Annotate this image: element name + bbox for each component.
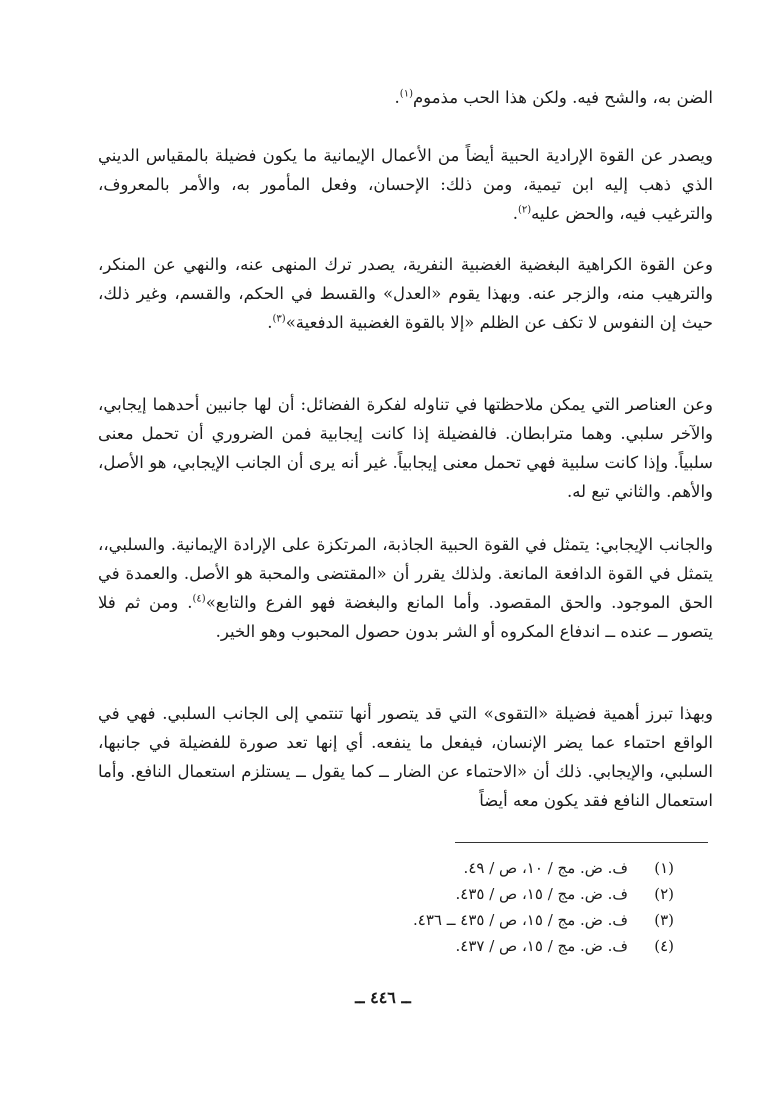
footnote-marker: (٣) <box>272 313 286 325</box>
footnote-text: ف. ض. مج / ١٥، ص / ٤٣٥. <box>455 885 628 903</box>
paragraph-tail: . <box>512 204 518 223</box>
footnote-text: ف. ض. مج / ١٥، ص / ٤٣٧. <box>455 937 628 955</box>
paragraph-text: ويصدر عن القوة الإرادية الحبية أيضاً من الأعمال الإيمانية ما يكون فضيلة بالمقياس الديني الذي ذهب إليه ابن تيمية، ومن ذلك: الإحسان، وفعل المأمور به، والأمر بالمعروف، والترغيب فيه، والحض عليه <box>98 146 713 223</box>
footnote-marker: (٢) <box>517 204 532 216</box>
paragraph-karahiya <box>98 250 713 337</box>
paragraph-anasir <box>98 390 713 506</box>
footnote-item <box>224 933 674 959</box>
footnote-number: (١) <box>654 859 674 877</box>
footnote-text: ف. ض. مج / ١٥، ص / ٤٣٥ ــ ٤٣٦. <box>413 911 628 929</box>
paragraph-text: وعن القوة الكراهية البغضية الغضبية النفرية، يصدر ترك المنهى عنه، والنهي عن المنكر، والترهيب منه، والزجر عنه. وبهذا يقوم «العدل» والقسط في الحكم، والقسم، وغير ذلك، حيث إن النفوس لا تكف عن الظلم «إلا بالقوة الغضبية الدفعية» <box>98 255 713 332</box>
paragraph-tail: . <box>394 88 400 107</box>
footnote-item <box>224 855 674 881</box>
page-number: ــ ٤٤٦ ــ <box>355 988 411 1007</box>
footnote-item <box>224 907 674 933</box>
paragraph-ijabi <box>98 530 713 646</box>
footnote-number: (٣) <box>654 911 674 929</box>
footnote-item <box>224 881 674 907</box>
paragraph-tail: . ومن ثم فلا يتصور ــ عنده ــ اندفاع المكروه أو الشر بدون حصول المحبوب وهو الخير. <box>98 593 713 641</box>
paragraph-text: وعن العناصر التي يمكن ملاحظتها في تناوله لفكرة الفضائل: أن لها جانبين أحدهما إيجابي، والآخر سلبي. وهما مترابطان. فالفضيلة إذا كانت إيجابية فمن الضروري أن تحمل معنى سلبياً. وإذا كانت سلبية فهي تحمل معنى إيجابياً. غير أنه يرى أن الجانب الإيجابي، هو الأصل، والأهم. والثاني تبع له. <box>98 395 713 501</box>
footnotes-list <box>224 855 674 959</box>
paragraph-text: الضن به، والشح فيه. ولكن هذا الحب مذموم <box>412 88 713 107</box>
paragraph-tail: . <box>267 313 273 332</box>
footnote-separator <box>455 842 708 843</box>
paragraph-text: والجانب الإيجابي: يتمثل في القوة الحبية الجاذبة، المرتكزة على الإرادة الإيمانية. والسلبي،، يتمثل في القوة الدافعة المانعة. ولذلك يقرر أن «المقتضى والمحبة هو الأصل. والعمدة في الحق الموجود. والحق المقصود. وأما المانع والبغضة فهو الفرع والتابع» <box>98 535 713 612</box>
paragraph-text: وبهذا تبرز أهمية فضيلة «التقوى» التي قد يتصور أنها تنتمي إلى الجانب السلبي. فهي في الواقع احتماء عما يضر الإنسان، فيفعل ما ينفعه. أي إنها تعد صورة للفضيلة في جانبها، السلبي، والإيجابي. ذلك أن «الاحتماء عن الضار ــ كما يقول ــ يستلزم استعمال النافع. وأما استعمال النافع فقد يكون معه أيضاً <box>98 704 713 810</box>
footnote-marker: (١) <box>399 88 413 100</box>
footnote-number: (٤) <box>654 937 674 955</box>
footnote-number: (٢) <box>654 885 674 903</box>
paragraph-continuation <box>98 83 713 112</box>
footnote-text: ف. ض. مج / ١٠، ص / ٤٩. <box>463 859 628 877</box>
paragraph-iradiya <box>98 141 713 228</box>
footnote-marker: (٤) <box>192 593 206 605</box>
paragraph-taqwa <box>98 699 713 815</box>
